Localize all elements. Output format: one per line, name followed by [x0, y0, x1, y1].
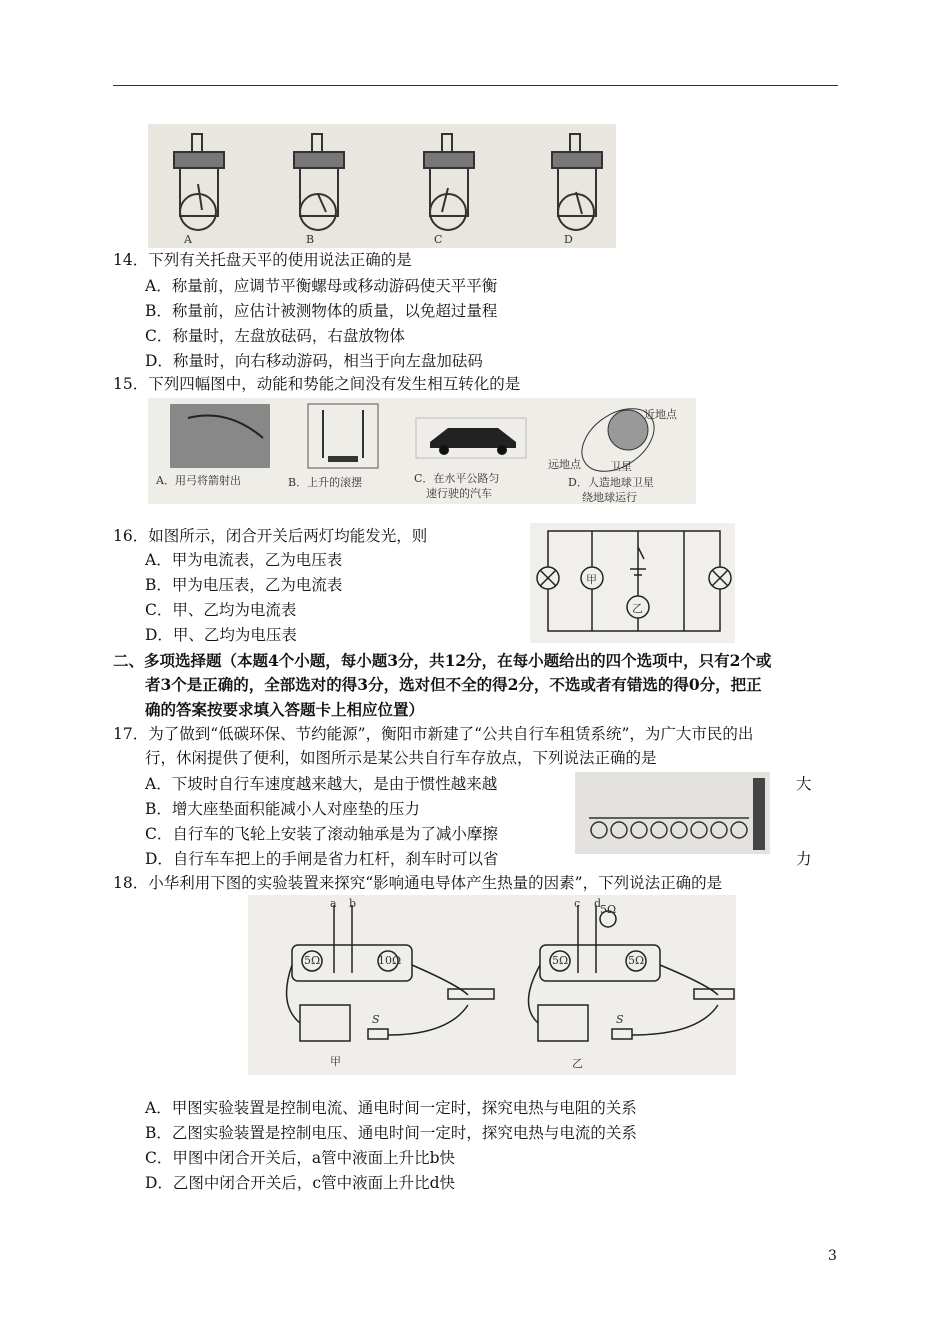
q16-option-c: C．甲、乙均为电流表	[145, 601, 297, 619]
q18-tube-b: b	[349, 897, 357, 910]
engine-label-a: A	[184, 233, 192, 246]
q17-option-a: A．下坡时自行车速度越来越大，是由于惯性越来越	[145, 775, 498, 793]
q15-near-point: 近地点	[644, 408, 677, 421]
q16-meter-jia: 甲	[586, 573, 597, 586]
q14-option-d: D．称量时，向右移动游码，相当于向左盘加砝码	[145, 352, 483, 370]
page-number: 3	[828, 1248, 837, 1264]
q18-experiment-svg	[248, 895, 736, 1075]
q18-tube-d: d	[594, 897, 602, 910]
q16-stem: 16．如图所示，闭合开关后两灯均能发光，则	[113, 527, 428, 545]
q18-resistor-a: 5Ω	[304, 954, 321, 967]
q17-option-d-end: 力	[796, 850, 812, 868]
q18-switch-yi: S	[616, 1013, 624, 1026]
q17-bicycle-svg	[575, 772, 770, 854]
q18-option-d: D．乙图中闭合开关后，c管中液面上升比d快	[145, 1174, 456, 1192]
q15-caption-b: B．上升的滚摆	[288, 476, 363, 489]
engine-strokes-figure	[148, 124, 616, 248]
engine-label-b: B	[306, 233, 315, 246]
q16-circuit-svg	[530, 523, 735, 643]
q15-figure	[148, 398, 696, 504]
engine-label-c: C	[434, 233, 443, 246]
q18-tube-a: a	[330, 897, 337, 910]
q15-far-point: 远地点	[548, 458, 581, 471]
q17-stem-1: 17．为了做到“低碳环保、节约能源”，衡阳市新建了“公共自行车租赁系统”，为广大市民的出	[113, 725, 754, 743]
q15-satellite: 卫星	[610, 460, 632, 473]
engine-strokes-svg	[148, 124, 616, 248]
q18-option-b: B．乙图实验装置是控制电压、通电时间一定时，探究电热与电流的关系	[145, 1124, 637, 1142]
q18-resistor-external: 5Ω	[600, 903, 617, 916]
q17-stem-2: 行，休闲提供了便利，如图所示是某公共自行车存放点，下列说法正确的是	[145, 749, 657, 767]
q14-option-c: C．称量时，左盘放砝码，右盘放物体	[145, 327, 405, 345]
header-rule	[113, 85, 838, 86]
engine-label-d: D	[564, 233, 573, 246]
q18-resistor-c: 5Ω	[552, 954, 569, 967]
q18-switch-jia: S	[372, 1013, 380, 1026]
q18-label-yi: 乙	[572, 1057, 583, 1070]
q17-option-a-end: 大	[796, 775, 812, 793]
q18-stem: 18．小华利用下图的实验装置来探究“影响通电导体产生热量的因素”，下列说法正确的是	[113, 874, 723, 892]
q16-circuit-figure	[530, 523, 735, 643]
q14-option-a: A．称量前，应调节平衡螺母或移动游码使天平平衡	[145, 277, 498, 295]
section2-line2: 者3个是正确的，全部选对的得3分，选对但不全的得2分，不选或者有错选的得0分，把正	[145, 675, 762, 694]
q18-option-a: A．甲图实验装置是控制电流、通电时间一定时，探究电热与电阻的关系	[145, 1099, 637, 1117]
q15-stem: 15．下列四幅图中，动能和势能之间没有发生相互转化的是	[113, 375, 521, 393]
q15-caption-d1: D．人造地球卫星	[568, 476, 654, 489]
q15-caption-c2: 速行驶的汽车	[426, 487, 492, 500]
q15-caption-c1: C．在水平公路匀	[414, 472, 500, 485]
section2-line3: 确的答案按要求填入答题卡上相应位置）	[145, 700, 425, 719]
q17-option-b: B．增大座垫面积能减小人对座垫的压力	[145, 800, 420, 818]
q17-option-d: D．自行车车把上的手闸是省力杠杆，刹车时可以省	[145, 850, 499, 868]
q18-resistor-b: 10Ω	[378, 954, 402, 967]
q16-option-b: B．甲为电压表，乙为电流表	[145, 576, 343, 594]
q17-option-c: C．自行车的飞轮上安装了滚动轴承是为了减小摩擦	[145, 825, 498, 843]
q16-option-d: D．甲、乙均为电压表	[145, 626, 297, 644]
q16-option-a: A．甲为电流表，乙为电压表	[145, 551, 343, 569]
q15-caption-d2: 绕地球运行	[582, 491, 637, 504]
q18-resistor-d: 5Ω	[628, 954, 645, 967]
q17-bicycle-figure	[575, 772, 770, 854]
q18-experiment-figure	[248, 895, 736, 1075]
q14-stem: 14．下列有关托盘天平的使用说法正确的是	[113, 251, 412, 269]
q16-meter-yi: 乙	[632, 602, 643, 615]
q18-label-jia: 甲	[330, 1055, 341, 1068]
q15-caption-a: A．用弓将箭射出	[156, 474, 241, 487]
q18-tube-c: c	[574, 897, 581, 910]
q14-option-b: B．称量前，应估计被测物体的质量，以免超过量程	[145, 302, 498, 320]
q18-option-c: C．甲图中闭合开关后，a管中液面上升比b快	[145, 1149, 456, 1167]
section2-line1: 二、多项选择题（本题4个小题，每小题3分，共12分，在每小题给出的四个选项中，只有2个或	[113, 651, 772, 670]
